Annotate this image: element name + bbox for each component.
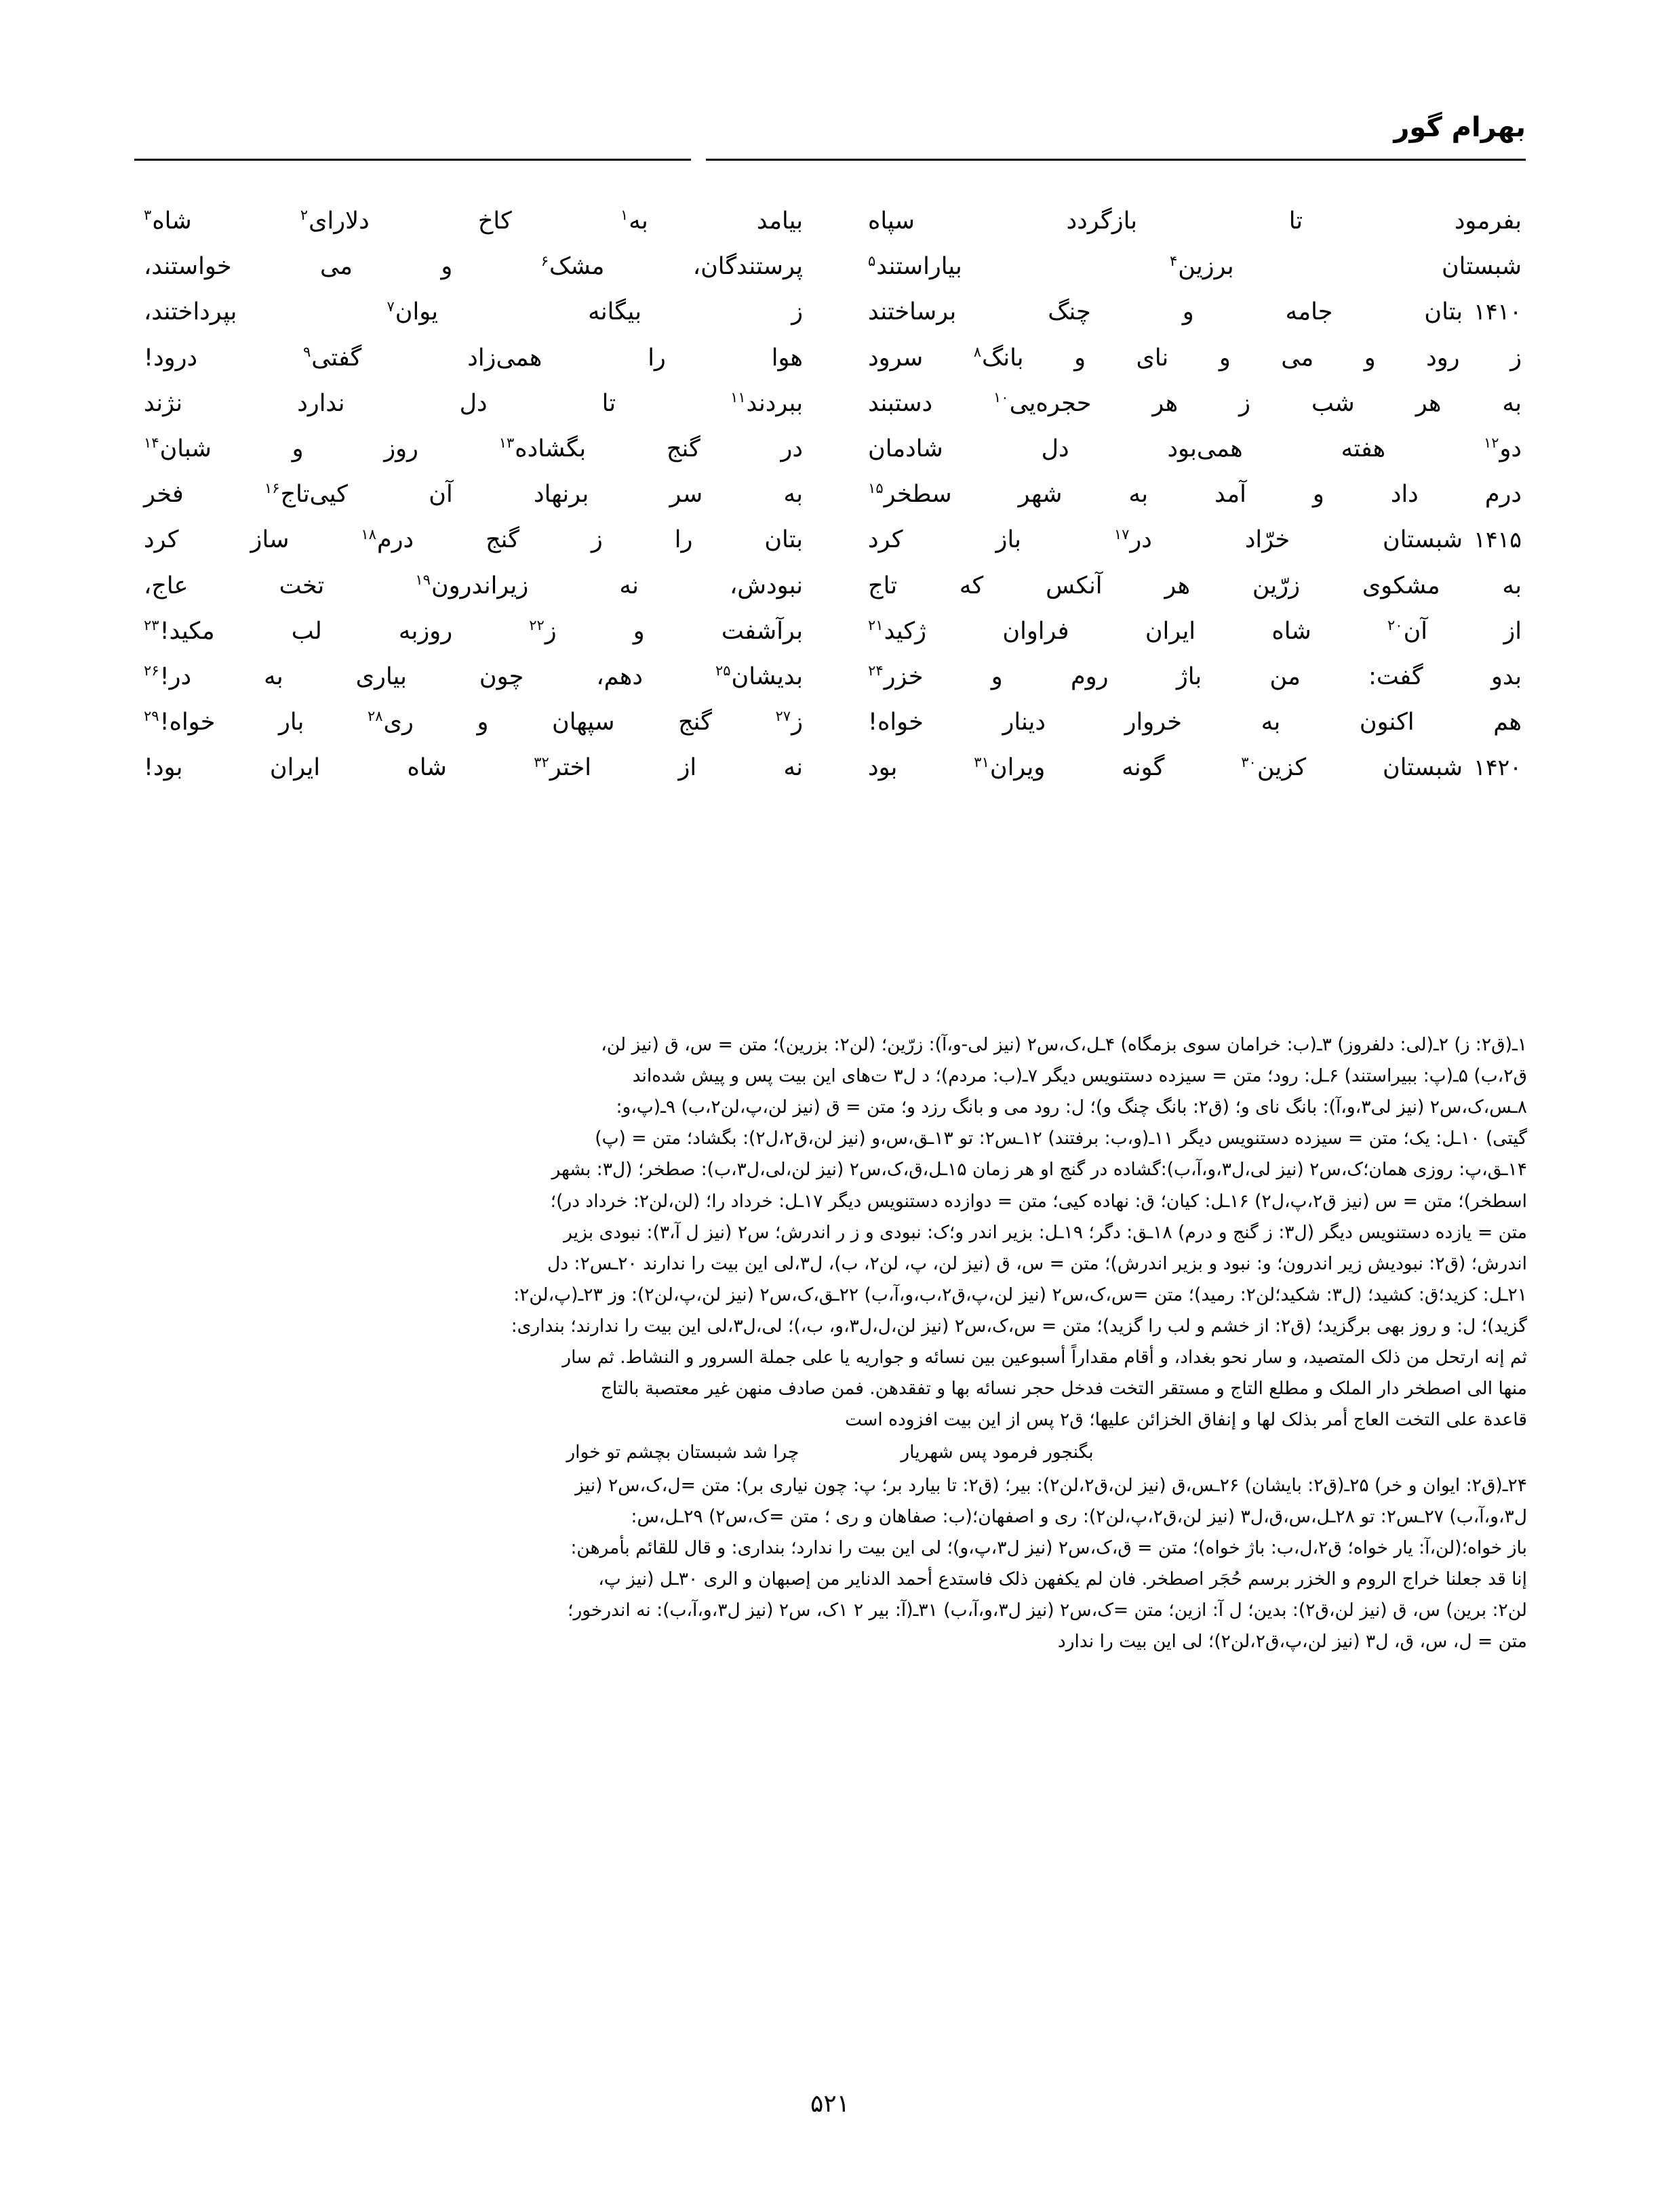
hemistich-words <box>868 614 1522 650</box>
verse-word: کرد <box>868 526 903 554</box>
verse-word: بتان <box>1424 298 1463 326</box>
hemistich-words <box>868 705 1522 740</box>
hemistich-words <box>868 431 1522 467</box>
verse-word: ز$^{۲۷}$ <box>775 708 803 736</box>
verse-word: به <box>1502 572 1522 599</box>
verse-word: نه <box>619 572 639 599</box>
verse-word: سپهان <box>552 709 615 736</box>
verse-word: در <box>780 435 803 462</box>
verse-couplet <box>134 203 1526 239</box>
verse-word: برنهاد <box>534 481 589 509</box>
verse-word: روزبه <box>398 617 453 645</box>
verse-couplet <box>134 386 1526 422</box>
verse-couplet <box>134 568 1526 604</box>
hemistich-right <box>830 568 1526 604</box>
verse-word: بفرمود <box>1454 208 1522 235</box>
verse-word: دینار <box>1002 709 1046 736</box>
verse-word: و <box>1364 344 1376 372</box>
verse-word: هر <box>1415 389 1442 417</box>
verse-word: بانگ$^۸$ <box>973 343 1024 372</box>
verse-word: هر <box>1152 389 1179 417</box>
verse-word: مکید!$^{۲۳}$ <box>144 617 215 645</box>
verse-word: گنج <box>678 709 712 736</box>
hemistich-words <box>868 750 1463 786</box>
apparatus-note-line: ۲۱ـل: کزید؛ق: کشید؛ (ل۳: شکید؛لن۲: رمید)؛ متن =س،ک،س۲ (نیز لن،پ،ق۲،ب،و،آ،ب) ۲۲ـق،ک،س۲ (نیز لن،پ،لن۲): وز ۲۳ـ(پ،لن۲: <box>513 1284 1527 1305</box>
verse-word: نای <box>1136 344 1169 372</box>
verse-word: و <box>1219 344 1231 372</box>
verse-word: باژ <box>1176 663 1202 690</box>
hemistich-right <box>830 340 1526 376</box>
verse-word: خواستند، <box>144 253 232 281</box>
hemistich-words <box>868 249 1522 285</box>
verse-word: شاه <box>407 754 447 782</box>
verse-word: آن <box>429 481 453 509</box>
hemistich-left <box>134 340 830 376</box>
verse-word: را <box>674 526 693 554</box>
verse-word: بیامد <box>756 208 803 235</box>
verse-word: و <box>1312 481 1324 509</box>
verse-word: در!$^{۲۶}$ <box>144 663 192 690</box>
verse-word: خرّاد <box>1244 526 1290 554</box>
verse-word: که <box>959 572 984 599</box>
verse-line-number: ۱۴۱۵ <box>1474 526 1522 553</box>
verse-word: برآشفت <box>721 617 803 645</box>
apparatus-note-line: باز خواه؛(لن،آ: یار خواه؛ ق۲،ل،ب: باژ خواه)؛ متن = ق،ک،س۲ (نیز ل۳،پ،و)؛ لی این بیت را ندارد؛ بنداری: و قال للقائم بأمرهن: <box>570 1537 1527 1558</box>
hemistich-words <box>144 203 803 239</box>
verse-word: کزین$^{۳۰}$ <box>1241 753 1307 782</box>
verse-word: دل <box>1041 435 1069 462</box>
hemistich-words <box>868 294 1463 330</box>
verse-word: فخر <box>144 481 184 509</box>
apparatus-note-line: ۸ـس،ک،س۲ (نیز لی۳،و،آ): بانگ نای و؛ (ق۲: بانگ چنگ و)؛ ل: رود می و بانگ رزد و؛ متن = ق (نیز لن،پ،لن۲،ب) ۹ـ(پ،و: <box>616 1097 1527 1118</box>
verse-word: به <box>264 663 283 690</box>
verse-word: گنج <box>666 435 700 462</box>
verse-word: دهم، <box>596 663 643 690</box>
verse-word: زیر‌اندرون$^{۱۹}$ <box>415 571 529 599</box>
verse-word: شاه <box>1271 617 1311 645</box>
verse-word: و <box>991 663 1003 690</box>
verse-word: آنکس <box>1046 572 1103 599</box>
verse-word: مشک$^۶$ <box>540 252 605 281</box>
hemistich-right <box>830 477 1526 513</box>
hemistich-right <box>830 431 1526 467</box>
verse-word: و <box>477 709 489 736</box>
verse-word: و <box>441 253 453 281</box>
hemistich-words <box>868 522 1463 558</box>
verse-word: شادمان <box>868 435 943 462</box>
hemistich-left <box>134 294 830 330</box>
apparatus-note-line: اسطخر)؛ متن = س (نیز ق۲،پ،ل۲) ۱۶ـل: کیان؛ ق: نهاده کیی؛ متن = دوازده دستنویس دیگر ۱۷ـل: خرداد را؛ (لن،لن۲: خرداد در)؛ <box>550 1190 1527 1212</box>
apparatus-note-line: گزید)؛ ل: و روز بهی برگزید؛ (ق۲: از خشم و لب را گزید)؛ متن = س،ک،س۲ (نیز لن،ل،ل۳،و، ب،)؛ لی،ل۳،لی این بیت را ندارند؛ بنداری: <box>511 1315 1527 1337</box>
running-head-rule <box>134 159 1526 161</box>
verse-word: جامه <box>1285 298 1333 326</box>
verse-word: گفت: <box>1368 663 1423 690</box>
apparatus-note-line: متن = یازده دستنویس دیگر (ل۳: ز گنج و درم) ۱۸ـق: دگر؛ ۱۹ـل: بزیر اندر و؛ک: نبودی و ز ر اندرش؛ س۲ (نیز ل آ،۳): نبودی بزیر <box>564 1221 1527 1243</box>
verse-word: چنگ <box>1048 298 1091 326</box>
verse-word: من <box>1269 663 1301 690</box>
verse-word: هم <box>1493 709 1522 736</box>
verse-word: هر <box>1164 572 1191 599</box>
verse-word: رود <box>1426 344 1460 372</box>
verse-word: شب <box>1311 389 1355 417</box>
verse-word: به <box>1502 389 1522 417</box>
verse-word: مشکوی <box>1362 572 1440 599</box>
hemistich-left <box>134 705 830 740</box>
verse-word: بدیشان$^{۲۵}$ <box>715 663 803 690</box>
apparatus-note-line: گیتی) ۱۰ـل: یک؛ متن = سیزده دستنویس دیگر ۱۱ـ(و،ب: برفتند) ۱۲ـس۲: تو ۱۳ـق،س،و (نیز لن،ق۲،ل۲): بگشاد؛ متن = (پ) <box>595 1128 1527 1149</box>
verse-word: درم <box>1484 481 1522 509</box>
hemistich-words <box>868 386 1522 422</box>
verse-word: را <box>648 344 666 372</box>
verse-word: و <box>292 435 304 462</box>
hemistich-left <box>134 386 830 422</box>
verse-word: هوا <box>771 344 803 372</box>
verse-word: گونه <box>1122 754 1165 782</box>
verse-couplet <box>134 750 1526 786</box>
verse-word: لب <box>291 617 322 645</box>
verse-couplet <box>134 614 1526 650</box>
verse-word: یوان$^۷$ <box>387 298 439 326</box>
verse-word: روم <box>1071 663 1109 690</box>
hemistich-words <box>868 659 1522 695</box>
apparatus-hemistich-right: بگنجور فرمود پس شهریار <box>901 1442 1094 1463</box>
hemistich-words <box>144 249 803 285</box>
hemistich-right <box>830 659 1526 695</box>
verse-word: و <box>633 617 645 645</box>
hemistich-right <box>830 294 1526 330</box>
verse-word: و <box>1074 344 1086 372</box>
verse-word: کیی‌تاج$^{۱۶}$ <box>264 480 348 509</box>
verse-word: و <box>1182 298 1194 326</box>
verse-word: ژکید$^{۲۱}$ <box>868 617 927 645</box>
verse-couplet <box>134 294 1526 330</box>
verse-word: سطخر$^{۱۵}$ <box>868 480 952 509</box>
verse-line-number: ۱۴۲۰ <box>1474 754 1522 781</box>
hemistich-right <box>830 750 1526 786</box>
verse-word: سر <box>669 481 703 509</box>
hemistich-words <box>868 340 1522 376</box>
apparatus-arabic-line: قاعدة على التخت العاج أمر بذلک لها و إنفاق الخزائن علیها؛ ق۲ پس از این بیت افزوده است <box>845 1409 1527 1431</box>
verse-line-number: ۱۴۱۰ <box>1474 298 1522 325</box>
apparatus-hemistich-left: چرا شد شبستان بچشم تو خوار <box>566 1442 799 1463</box>
verse-word: هفته <box>1341 435 1386 462</box>
verse-couplet <box>134 705 1526 740</box>
verse-word: اختر$^{۳۲}$ <box>534 753 592 782</box>
verse-word: به <box>1261 709 1281 736</box>
verse-word: برساختند <box>868 298 957 326</box>
hemistich-right <box>830 614 1526 650</box>
hemistich-left <box>134 203 830 239</box>
verse-word: برزین$^۴$ <box>1170 252 1234 281</box>
verse-word: دل <box>459 389 488 417</box>
verse-word: فراوان <box>1002 617 1069 645</box>
verse-word: شهر <box>1018 481 1063 509</box>
verse-word: ایران <box>269 754 321 782</box>
hemistich-words <box>144 522 803 558</box>
verse-word: به <box>1128 481 1148 509</box>
verse-word: خروار <box>1124 709 1183 736</box>
verse-word: شبستان <box>1441 253 1522 281</box>
verse-word: بپرداختند، <box>144 298 237 326</box>
verse-word: در$^{۱۷}$ <box>1113 526 1152 554</box>
running-head-title: بهرام گور <box>1394 112 1526 143</box>
verse-word: دلارای$^۲$ <box>300 207 370 235</box>
verse-word: ویران$^{۳۱}$ <box>974 753 1046 782</box>
verse-word: حجره‌یی$^{۱۰}$ <box>993 389 1092 417</box>
hemistich-left <box>134 477 830 513</box>
verse-word: شبستان <box>1383 526 1463 554</box>
verse-word: ز <box>1239 389 1251 417</box>
verse-word: بتان <box>764 526 803 554</box>
hemistich-right <box>830 203 1526 239</box>
verse-word: باز <box>995 526 1021 554</box>
apparatus-note-line: ل۳،و،آ،ب) ۲۷ـس۲: تو ۲۸ـل،س،ق،ل۳ (نیز لن،ق۲،پ،لن۲): ری و اصفهان؛(ب: صفاهان و ری ؛ متن =ک،س۲) ۲۹ـل،س: <box>631 1505 1527 1527</box>
hemistich-right <box>830 386 1526 422</box>
verse-word: تا <box>601 389 616 417</box>
verse-word: همی‌بود <box>1167 435 1243 462</box>
apparatus-note-line: ۱ـ(ق۲: ز) ۲ـ(لی: دلفروز) ۳ـ(ب: خرامان سوی بزمگاه) ۴ـل،ک،س۲ (نیز لی-و،آ): زرّین؛ (لن۲: بزرین)؛ متن = س، ق (نیز لن، <box>601 1034 1527 1055</box>
verse-word: چون <box>479 663 524 690</box>
hemistich-words <box>144 477 803 513</box>
verse-word: سرود <box>868 344 924 372</box>
verse-couplet <box>134 249 1526 285</box>
verse-word: گفتی$^۹$ <box>302 343 362 372</box>
verse-word: نبودش، <box>730 572 803 599</box>
verse-word: آن$^{۲۰}$ <box>1387 617 1428 645</box>
verse-couplet <box>134 340 1526 376</box>
verse-word: کاخ <box>477 208 512 235</box>
verse-word: بازگردد <box>1066 208 1138 235</box>
verse-word: بود <box>868 754 898 782</box>
verse-word: ندارد <box>297 389 345 417</box>
verse-couplet <box>134 522 1526 558</box>
hemistich-right <box>830 522 1526 558</box>
hemistich-words <box>868 477 1522 513</box>
verse-word: تخت <box>279 572 325 599</box>
verse-word: نه <box>783 754 803 782</box>
hemistich-words <box>868 568 1522 604</box>
hemistich-left <box>134 249 830 285</box>
apparatus-note-line: اندرش؛ (ق۲: نبودیش زیر اندرون؛ و: نبود و بزیر اندرش)؛ متن = س، ق (نیز لن، پ، لن۲، ب)، ل۳،لی این بیت را ندارند ۲۰ـس۲: دل <box>547 1252 1527 1274</box>
verse-word: خواه! <box>868 709 924 736</box>
hemistich-words <box>144 705 803 740</box>
folio-number: ۵۲۱ <box>810 2090 850 2118</box>
apparatus-note-line: ۱۴ـق،پ: روزی همان؛ک،س۲ (نیز لی،ل۳،و،آ،ب):گشاده در گنج او هر زمان ۱۵ـل،ق،ک،س۲ (نیز لن،لی،ل۳،ب): صطخر؛ (ل۳: بشهر <box>551 1159 1527 1181</box>
hemistich-right <box>830 705 1526 740</box>
verse-word: ز <box>1510 344 1522 372</box>
verse-word: ساز <box>250 526 290 554</box>
verse-word: ری$^{۲۸}$ <box>367 708 414 736</box>
verse-word: شبستان <box>1383 754 1463 782</box>
verse-word: خزر$^{۲۴}$ <box>868 663 924 690</box>
verse-word: دستبند <box>868 389 933 417</box>
hemistich-words <box>144 659 803 695</box>
verse-word: همی‌زاد <box>467 344 542 372</box>
verse-word: شاه$^۳$ <box>144 207 192 235</box>
hemistich-words <box>144 750 803 786</box>
verse-word: داد <box>1390 481 1419 509</box>
verse-word: روز <box>384 435 418 462</box>
verse-word: ز <box>591 526 603 554</box>
hemistich-words <box>144 294 803 330</box>
apparatus-note-line: لن۲: برین) س، ق (نیز لن،ق۲): بدین؛ ل آ: ازین؛ متن =ک،س۲ (نیز ل۳،و،آ،ب) ۳۱ـ(آ: بیر ۲ ۱‌ک، س۲ (نیز ل۳،و،آ،ب): نه اندرخور؛ <box>568 1599 1527 1621</box>
verse-word: به$^۱$ <box>620 207 648 235</box>
verse-word: درود! <box>144 344 198 372</box>
hemistich-words <box>144 431 803 467</box>
verse-couplet <box>134 431 1526 467</box>
apparatus-arabic-line: منها الى اصطخر دار الملک و مطلع التاج و مستقر التخت فدخل حجر نسائه بها و تفقدهن. فمن صادف منهن غیر معتصبة بالتاج <box>600 1378 1527 1400</box>
verse-word: پرستندگان، <box>692 253 803 281</box>
verse-word: دو$^{۱۲}$ <box>1483 435 1522 462</box>
hemistich-words <box>144 340 803 376</box>
verse-word: بیگانه <box>588 298 641 326</box>
apparatus-arabic-line: ثم إنه ارتحل من ذلک المتصید، و سار نحو بغداد، و أقام مقداراً أسبوعین بین نسائه و جواریه یا على جملة السرور و النشاط. ثم سار <box>562 1347 1527 1368</box>
verse-word: بدو <box>1490 663 1522 690</box>
verse-word: می <box>320 253 353 281</box>
verse-word: تا <box>1288 208 1303 235</box>
verse-word: آمد <box>1214 481 1246 509</box>
hemistich-words <box>144 386 803 422</box>
verse-couplet <box>134 477 1526 513</box>
hemistich-left <box>134 750 830 786</box>
verse-word: شبان$^{۱۴}$ <box>144 435 212 462</box>
verse-word: بار <box>279 709 304 736</box>
hemistich-words <box>144 568 803 604</box>
hemistich-words <box>144 614 803 650</box>
verse-word: می <box>1281 344 1314 372</box>
apparatus-note-line: متن = ل، س، ق، ل۳ (نیز لن،پ،ق۲،لن۲)؛ لی این بیت را ندارد <box>1057 1631 1527 1653</box>
verse-word: کرد <box>144 526 179 554</box>
hemistich-left <box>134 522 830 558</box>
verse-word: عاج، <box>144 572 189 599</box>
verse-word: از <box>1503 617 1522 645</box>
hemistich-left <box>134 568 830 604</box>
verse-word: بیاری <box>355 663 407 690</box>
verse-word: ببردند$^{۱۱}$ <box>730 389 803 417</box>
apparatus-added-couplet <box>133 1437 1527 1468</box>
hemistich-left <box>134 659 830 695</box>
apparatus-note-line: ق۲،ب) ۵ـ(پ: ببیراستند) ۶ـل: رود؛ متن = سیزده دستنویس دیگر ۷ـ(ب: مردم)؛ د ل۳ ‌ت‌های این بیت پس و پیش شده‌اند <box>632 1065 1527 1087</box>
verse-word: از <box>678 754 697 782</box>
verse-word: گنج <box>486 526 519 554</box>
verse-word: خواه!$^{۲۹}$ <box>144 708 216 736</box>
verse-word: سپاه <box>868 208 915 235</box>
verse-word: ایران <box>1145 617 1196 645</box>
apparatus-note-line: إنا قد جعلنا خراج الروم و الخزر برسم حُجَر اصطخر. فان لم یکفهن ذلک فاستدع أحمد الدنایر من إصبهان و الرى ۳۰ـل (نیز پ، <box>598 1568 1527 1589</box>
verse-word: زرّین <box>1252 572 1301 599</box>
running-head <box>134 112 1526 178</box>
apparatus-note-line: ۲۴ـ(ق۲: ایوان و خر) ۲۵ـ(ق۲: بایشان) ۲۶ـس،ق (نیز لن،ق۲،لن۲): بیر؛ (ق۲: تا بیارد بر؛ پ: چون نیاری بر): متن =ل،ک،س۲ (نیز <box>575 1474 1527 1496</box>
verse-block <box>134 203 1526 795</box>
hemistich-words <box>868 203 1522 239</box>
verse-word: بود! <box>144 754 183 782</box>
verse-word: اکنون <box>1359 709 1415 736</box>
verse-word: ز <box>791 298 803 326</box>
verse-word: نژند <box>144 389 183 417</box>
verse-word: بگشاده$^{۱۳}$ <box>498 435 587 462</box>
hemistich-left <box>134 614 830 650</box>
verse-word: ز$^{۲۲}$ <box>529 617 557 645</box>
verse-couplet <box>134 659 1526 695</box>
hemistich-right <box>830 249 1526 285</box>
verse-word: درم$^{۱۸}$ <box>361 526 414 554</box>
verse-word: تاج <box>868 572 898 599</box>
hemistich-left <box>134 431 830 467</box>
verse-word: بیاراستند$^۵$ <box>868 252 962 281</box>
critical-apparatus <box>133 1029 1527 1657</box>
verse-word: به <box>783 481 803 509</box>
